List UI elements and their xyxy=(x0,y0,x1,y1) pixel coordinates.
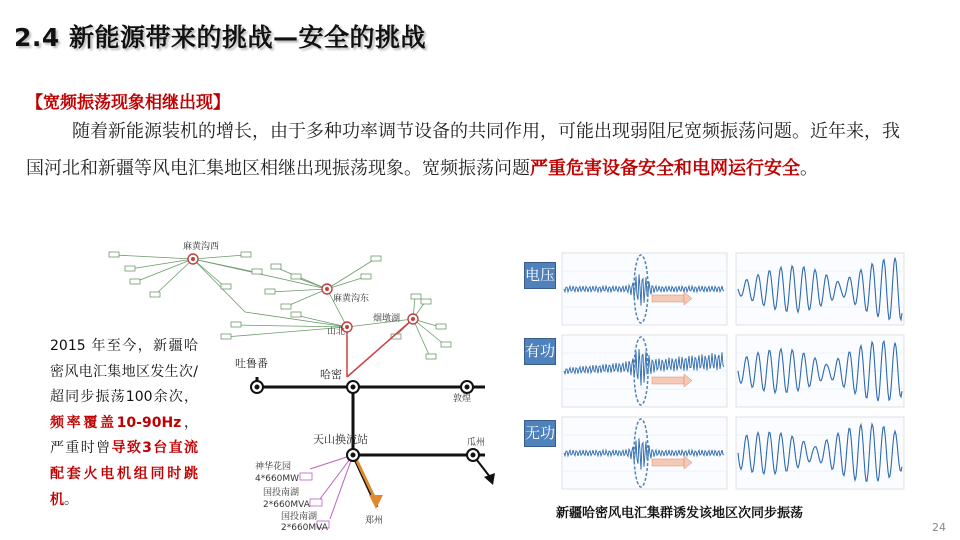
label-mahuanggou-east: 麻黄沟东 xyxy=(333,294,370,304)
label-guazhou: 瓜州 xyxy=(467,438,486,448)
label-mahuanggou-west: 麻黄沟西 xyxy=(183,242,220,252)
label-tianshan: 天山换流站 xyxy=(313,433,368,446)
zoom-arrow-icon xyxy=(652,377,684,384)
label-zhengzhou: 郑州 xyxy=(365,516,384,526)
page-number: 24 xyxy=(932,521,946,534)
label-guotou-south-cap: 2*660MVA xyxy=(281,523,328,532)
dc-line-zhengzhou xyxy=(357,461,375,499)
side-label-voltage: 电压 xyxy=(524,262,556,289)
label-tulufan: 吐鲁番 xyxy=(235,357,268,370)
side-label-reactive-power: 无功 xyxy=(524,420,556,447)
label-shanbei: 山北 xyxy=(327,327,346,337)
wind-farm-feeders xyxy=(115,255,445,357)
label-shenhua-cap: 4*660MW xyxy=(255,474,300,484)
oscillograph-panels xyxy=(522,249,907,491)
label-dunhuang: 敦煌 xyxy=(453,394,472,404)
paragraph-end: 。 xyxy=(800,158,818,179)
note-frequency-range: 频率覆盖10-90Hz xyxy=(50,414,182,431)
paragraph-text: 随着新能源装机的增长，由于多种功率调节设备的共同作用，可能出现弱阻尼宽频振荡问题。近年来，我国河北和新疆等风电汇集地区相继出现振荡现象。宽频振荡问题 xyxy=(26,121,900,179)
slide-title: 2.4 新能源带来的挑战—安全的挑战 xyxy=(14,23,426,52)
high-voltage-lines xyxy=(347,319,413,377)
plant-lines xyxy=(310,455,353,519)
side-label-active-power: 有功 xyxy=(524,338,556,365)
wind-farm-nodes xyxy=(109,252,451,359)
intro-paragraph xyxy=(26,113,914,187)
note-text-3: 。 xyxy=(64,491,78,508)
zoom-arrow-icon xyxy=(652,295,684,302)
label-hami: 哈密 xyxy=(320,368,342,381)
label-guotou-cap: 2*660MVA xyxy=(263,500,310,510)
paragraph-highlight: 严重危害设备安全和电网运行安全 xyxy=(530,158,800,179)
label-yanmaohu: 烟墩湖 xyxy=(373,314,401,324)
section-subheading: 【宽频振荡现象相继出现】 xyxy=(26,93,230,113)
oscillograph-caption: 新疆哈密风电汇集群诱发该地区次同步振荡 xyxy=(556,506,804,521)
arrow-zhengzhou-icon xyxy=(369,495,383,509)
label-guotou-north: 国投南湖 xyxy=(263,488,300,498)
note-trip-warning: 导致3台直流配套火电机组同时跳机 xyxy=(50,440,198,508)
grid-map-diagram xyxy=(95,237,510,532)
note-text-2: ，严重时曾 xyxy=(50,414,198,457)
note-text-1: 2015 年至今，新疆哈密风电汇集地区发生次/超同步振荡100余次， xyxy=(50,338,198,406)
label-shenhua: 神华花园 xyxy=(255,462,292,472)
zoom-arrow-icon xyxy=(652,459,684,466)
label-guotou-south: 国投南湖 xyxy=(281,512,318,522)
